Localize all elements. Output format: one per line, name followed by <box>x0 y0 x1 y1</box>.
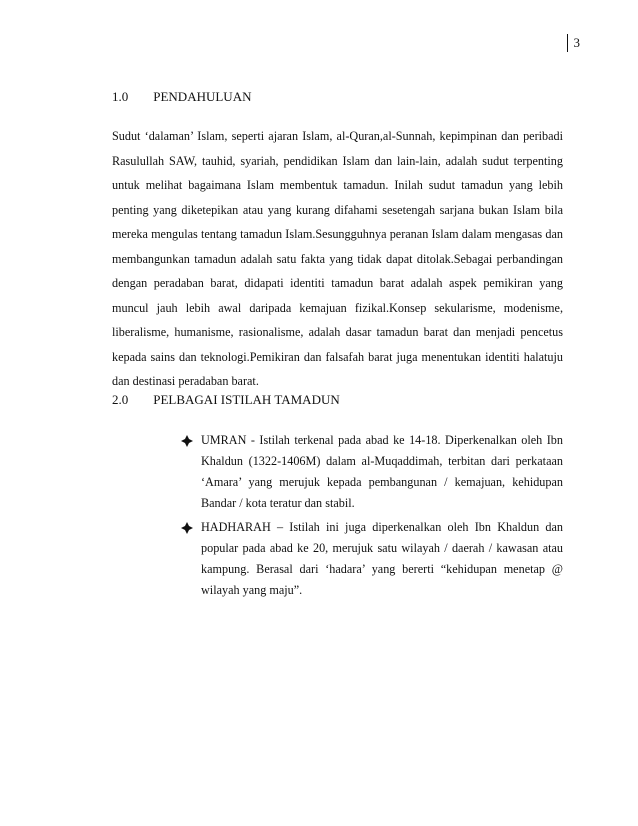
list-item <box>178 430 563 514</box>
page-number: 3 <box>567 34 581 52</box>
section-title: PELBAGAI ISTILAH TAMADUN <box>153 392 340 407</box>
diamond-bullet-icon <box>181 435 193 447</box>
section-number: 2.0 <box>112 392 129 407</box>
list-item <box>178 517 563 601</box>
section-number: 1.0 <box>112 89 129 104</box>
list-item-text: UMRAN - Istilah terkenal pada abad ke 14-18. Diperkenalkan oleh Ibn Khaldun (1322-1406M) dalam al-Muqaddimah, terbitan dari perkataan ‘Amara’ yang merujuk kepada pembangunan / kemajuan, kehidupan Bandar / kota teratur dan stabil. <box>201 433 563 510</box>
section-heading-pendahuluan <box>112 88 251 106</box>
term-list <box>178 430 563 604</box>
section-heading-istilah <box>112 391 340 409</box>
list-item-text: HADHARAH – Istilah ini juga diperkenalkan oleh Ibn Khaldun dan popular pada abad ke 20, merujuk satu wilayah / daerah / kawasan atau kampung. Berasal dari ‘hadara’ yang bererti “kehidupan menetap @ wilayah yang maju”. <box>201 520 563 597</box>
intro-paragraph: Sudut ‘dalaman’ Islam, seperti ajaran Islam, al-Quran,al-Sunnah, kepimpinan dan peribadi Rasulullah SAW, tauhid, syariah, pendidikan Islam dan lain-lain, adalah sudut terpenting untuk melihat bagaimana Islam membentuk tamadun. Inilah sudut tamadun yang lebih penting yang diketepikan atau yang kurang difahami sesetengah sarjana bukan Islam bila mereka mengulas tentang tamadun Islam.Sesungguhnya peranan Islam dalam mengasas dan membangunkan tamadun adalah satu fakta yang tidak dapat ditolak.Sebagai perbandingan dengan peradaban barat, didapati identiti tamadun barat adalah aspek pemikiran yang muncul jauh lebih awal daripada kemajuan fizikal.Konsep sekularisme, modenisme, liberalisme, humanisme, rasionalisme, adalah dasar tamadun barat dan menjadi pencetus kepada sains dan teknologi.Pemikiran dan falsafah barat juga menentukan identiti halatuju dan destinasi peradaban barat. <box>112 129 563 388</box>
diamond-bullet-icon <box>181 522 193 534</box>
section-title: PENDAHULUAN <box>153 89 252 104</box>
